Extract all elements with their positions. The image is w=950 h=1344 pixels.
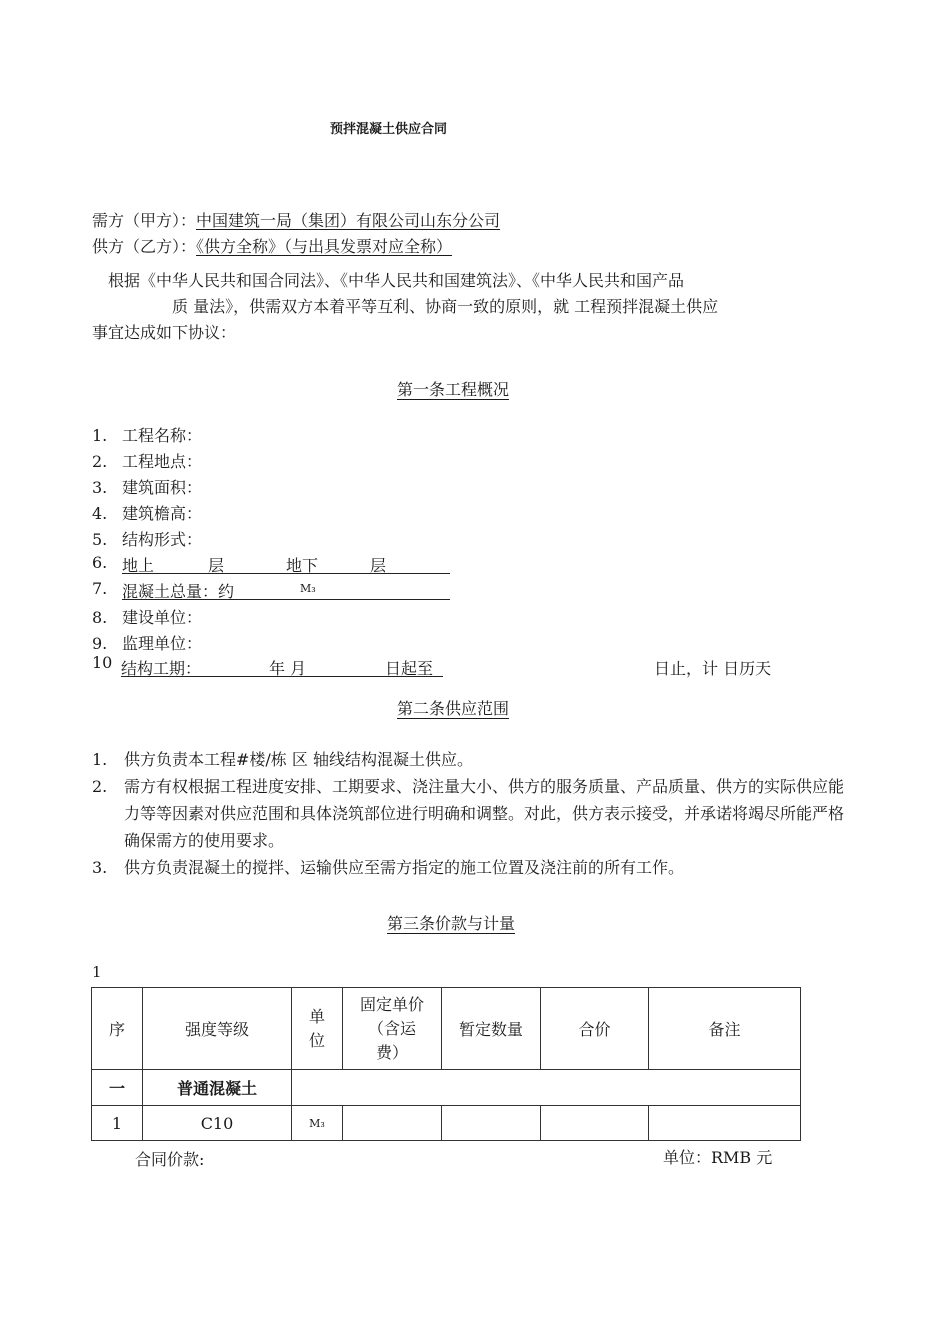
item-number: 10	[92, 653, 113, 672]
volume-blank-line	[122, 579, 450, 600]
header-line: 费）	[375, 1042, 408, 1062]
contract-price-label: 合同价款:	[135, 1150, 205, 1169]
item-number: 1.	[92, 426, 108, 445]
schedule-blank-line	[121, 656, 443, 677]
table-group-row	[92, 1070, 801, 1106]
item-number: 6.	[92, 553, 108, 572]
schedule-start: 日起至	[385, 659, 434, 678]
item-number: 2.	[92, 452, 108, 471]
buyer-label: 需方（甲方）：	[92, 211, 197, 230]
intro-line-1: 根据《中华人民共和国合同法》、《中华人民共和国建筑法》、《中华人民共和国产品	[108, 271, 685, 290]
buyer-name: 中国建筑一局（集团）有限公司山东分公司	[196, 211, 501, 230]
below-ground-label: 地下	[286, 556, 319, 575]
supplier-line	[92, 234, 452, 257]
item-text: 结构形式：	[122, 530, 203, 549]
floor-unit-label: 层	[208, 556, 225, 575]
header-cell: 强度等级	[143, 988, 292, 1070]
overview-item-volume	[92, 579, 450, 600]
header-cell-price	[343, 988, 442, 1070]
schedule-end: 日止，计 日历天	[654, 659, 772, 678]
item-number: 8.	[92, 608, 108, 627]
item-text: 工程名称：	[122, 426, 203, 445]
row-grade-cell: C10	[143, 1106, 292, 1141]
item-text: 工程地点：	[122, 452, 203, 471]
overview-item	[92, 527, 202, 550]
section-2-heading: 第二条供应范围	[397, 699, 510, 718]
row-total-cell	[541, 1106, 649, 1141]
intro-line-2: 质 量法》，供需双方本着平等互利、协商一致的原则，就 工程预拌混凝土供应	[172, 297, 719, 316]
floors-blank-line	[122, 553, 450, 574]
row-unit-cell: M₃	[292, 1106, 343, 1141]
group-name-cell: 普通混凝土	[143, 1070, 292, 1106]
header-line: 位	[308, 1030, 325, 1050]
scope-item	[92, 746, 852, 773]
row-qty-cell	[442, 1106, 541, 1141]
header-cell: 序	[92, 988, 143, 1070]
floor-unit-label: 层	[370, 556, 387, 575]
item-number: 4.	[92, 504, 108, 523]
item-number: 3.	[92, 858, 108, 877]
header-cell: 备注	[649, 988, 801, 1070]
item-number: 9.	[92, 634, 108, 653]
intro-line-3: 事宜达成如下协议：	[92, 323, 237, 342]
scope-item	[92, 773, 844, 854]
section-1-heading: 第一条工程概况	[397, 380, 510, 399]
item-text: 需方有权根据工程进度安排、工期要求、浇注量大小、供方的服务质量、产品质量、供方的实际供应能力等等因素对供应范围和具体浇筑部位进行明确和调整。对此，供方表示接受，并承诺将竭尽所能严格确保需方的使用要求。	[124, 777, 845, 850]
intro-paragraph	[92, 268, 840, 346]
supplier-name: 《供方全称》（与出具发票对应全称）	[196, 237, 453, 256]
buyer-line	[92, 208, 500, 231]
header-cell: 暂定数量	[442, 988, 541, 1070]
overview-item	[92, 423, 202, 446]
schedule-label: 结构工期：	[121, 659, 202, 678]
overview-item-schedule	[92, 655, 852, 677]
supplier-label: 供方（乙方）：	[92, 237, 197, 256]
above-ground-label: 地上	[122, 556, 155, 575]
document-title: 预拌混凝土供应合同	[330, 122, 448, 137]
overview-item-floors	[92, 553, 450, 574]
item-number: 7.	[92, 579, 108, 598]
item-number: 2.	[92, 777, 108, 796]
overview-item	[92, 501, 202, 524]
item-text: 供方负责本工程#楼/栋 区 轴线结构混凝土供应。	[124, 750, 473, 769]
row-price-cell	[343, 1106, 442, 1141]
item-text: 建筑面积：	[122, 478, 203, 497]
scope-item	[92, 854, 852, 881]
volume-label: 混凝土总量：约	[122, 582, 235, 601]
item-text: 建筑檐高：	[122, 504, 203, 523]
item-text: 供方负责混凝土的搅拌、运输供应至需方指定的施工位置及浇注前的所有工作。	[124, 858, 685, 877]
row-note-cell	[649, 1106, 801, 1141]
header-line: 固定单价	[359, 994, 424, 1014]
overview-item	[92, 605, 202, 628]
price-table	[91, 987, 801, 1141]
price-subsection-number: 1	[92, 963, 102, 981]
table-header-row	[92, 988, 801, 1070]
row-index-cell: 1	[92, 1106, 143, 1141]
header-line: （含运	[367, 1018, 416, 1038]
overview-item	[92, 449, 202, 472]
currency-unit-label: 单位：RMB 元	[663, 1148, 773, 1167]
header-cell-unit	[292, 988, 343, 1070]
section-3-heading: 第三条价款与计量	[387, 914, 516, 933]
group-empty-cell	[292, 1070, 801, 1106]
item-number: 1.	[92, 750, 108, 769]
overview-item	[92, 631, 202, 654]
item-number: 3.	[92, 478, 108, 497]
item-text: 建设单位：	[122, 608, 203, 627]
item-text: 监理单位：	[122, 634, 203, 653]
item-number: 5.	[92, 530, 108, 549]
overview-item	[92, 475, 202, 498]
schedule-year-month: 年 月	[269, 659, 307, 678]
header-cell: 合价	[541, 988, 649, 1070]
group-index-cell: 一	[92, 1070, 143, 1106]
table-row	[92, 1106, 801, 1141]
header-line: 单	[308, 1006, 325, 1026]
volume-unit: M₃	[300, 582, 316, 595]
